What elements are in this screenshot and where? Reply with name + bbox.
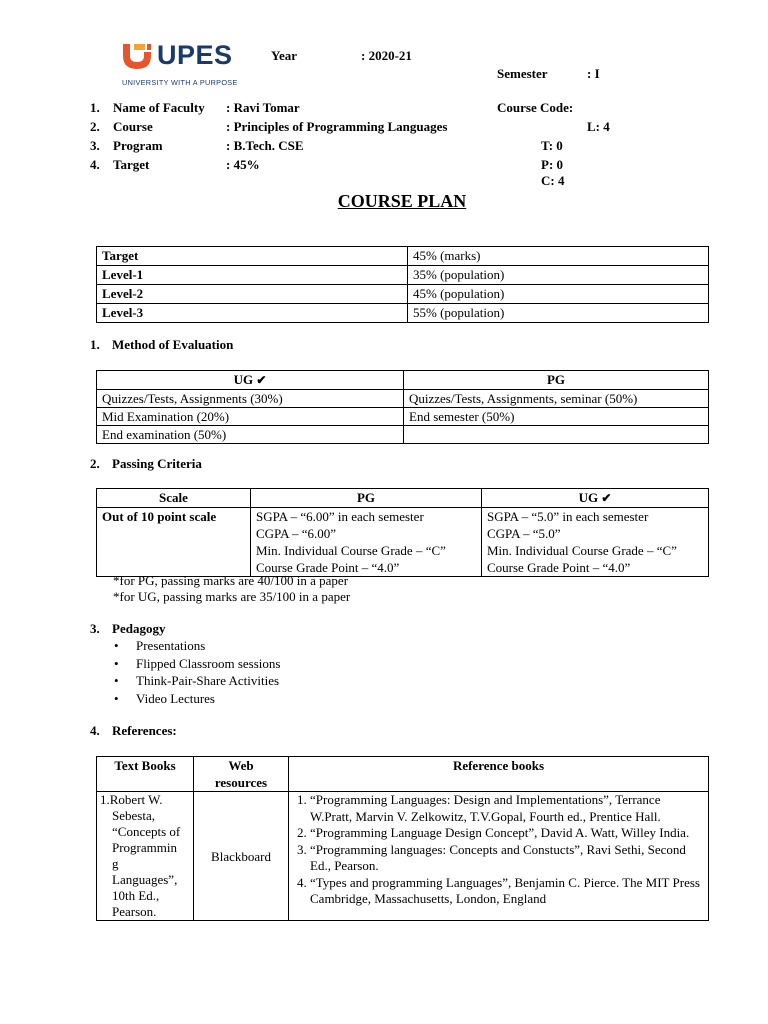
- table-row: [97, 390, 709, 408]
- info-label: Target: [113, 157, 150, 172]
- reference-books-header: Reference books: [289, 757, 709, 792]
- info-num: 4.: [90, 157, 100, 172]
- section-title: References:: [112, 723, 177, 738]
- list-item: 4. “Types and programming Languages”, Benjamin C. Pierce. The MIT Press Cambridge, Massachusetts, London, England: [310, 875, 703, 908]
- pg-header: PG: [404, 371, 709, 390]
- logo-wordmark: UPES: [157, 40, 233, 70]
- criteria-line: Min. Individual Course Grade – “C”: [487, 543, 677, 558]
- ug-header: UG ✔: [97, 371, 404, 390]
- info-value: : Ravi Tomar: [226, 100, 300, 115]
- section-number: 4.: [90, 723, 100, 738]
- info-label: Course: [113, 119, 153, 134]
- semester-value: : I: [587, 66, 600, 81]
- section-number: 1.: [90, 337, 100, 352]
- checkmark-icon: ✔: [256, 373, 267, 387]
- reference-books-cell: [289, 792, 709, 921]
- target-label: Target: [97, 247, 408, 266]
- pg-cell: End semester (50%): [404, 408, 709, 426]
- criteria-line: SGPA – “5.0” in each semester: [487, 509, 649, 524]
- passing-criteria-table: [96, 488, 709, 577]
- target-value: 35% (population): [408, 266, 709, 285]
- passing-note: *for UG, passing marks are 35/100 in a paper: [113, 589, 351, 604]
- web-resource-cell: Blackboard: [194, 792, 289, 921]
- section-heading-passing: [90, 456, 202, 472]
- criteria-line: Min. Individual Course Grade – “C”: [256, 543, 446, 558]
- info-num: 2.: [90, 119, 100, 134]
- target-label: Level-2: [97, 285, 408, 304]
- ug-cell: Mid Examination (20%): [97, 408, 404, 426]
- semester-label: Semester: [497, 66, 548, 81]
- section-heading-evaluation: [90, 337, 233, 353]
- list-item: • Flipped Classroom sessions: [114, 655, 280, 673]
- evaluation-table: [96, 370, 709, 444]
- info-value: : B.Tech. CSE: [226, 138, 304, 153]
- credit-c: C: 4: [541, 173, 565, 188]
- credit-t: T: 0: [541, 138, 563, 153]
- table-row: [97, 266, 709, 285]
- references-table: [96, 756, 709, 921]
- target-value: 55% (population): [408, 304, 709, 323]
- table-header-row: [97, 489, 709, 508]
- target-label: Level-3: [97, 304, 408, 323]
- credit-l: L: 4: [587, 119, 610, 134]
- text-books-header: Text Books: [97, 757, 194, 792]
- text-book-cell: 1.Robert W. Sebesta, “Concepts of Programmin g Languages”, 10th Ed., Pearson.: [97, 792, 194, 921]
- section-title: Pedagogy: [112, 621, 166, 636]
- checkmark-icon: ✔: [601, 491, 612, 505]
- upes-logo: [121, 40, 241, 90]
- ug-criteria-cell: [482, 508, 709, 577]
- logo-tagline: UNIVERSITY WITH A PURPOSE: [122, 78, 238, 87]
- year-label: Year: [271, 48, 297, 63]
- ug-header: UG ✔: [482, 489, 709, 508]
- list-item: • Video Lectures: [114, 690, 280, 708]
- info-num: 3.: [90, 138, 100, 153]
- reference-list: [294, 792, 703, 908]
- table-row: [97, 792, 709, 921]
- table-row: [97, 285, 709, 304]
- criteria-line: Course Grade Point – “4.0”: [487, 560, 631, 575]
- scale-cell: Out of 10 point scale: [97, 508, 251, 577]
- list-item: • Presentations: [114, 637, 280, 655]
- section-title: Passing Criteria: [112, 456, 202, 471]
- target-value: 45% (marks): [408, 247, 709, 266]
- criteria-line: CGPA – “5.0”: [487, 526, 561, 541]
- target-label: Level-1: [97, 266, 408, 285]
- table-row: [97, 508, 709, 577]
- pg-cell: [404, 426, 709, 444]
- credit-p: P: 0: [541, 157, 564, 172]
- section-heading-references: [90, 723, 177, 739]
- list-item: 3. “Programming languages: Concepts and Constucts”, Ravi Sethi, Second Ed., Pearson.: [310, 842, 703, 875]
- list-item: • Think-Pair-Share Activities: [114, 672, 280, 690]
- ug-cell: Quizzes/Tests, Assignments (30%): [97, 390, 404, 408]
- page-title: COURSE PLAN: [337, 191, 467, 211]
- pedagogy-list: [114, 637, 280, 707]
- table-row: [97, 247, 709, 266]
- criteria-line: CGPA – “6.00”: [256, 526, 337, 541]
- section-title: Method of Evaluation: [112, 337, 234, 352]
- pg-criteria-cell: [251, 508, 482, 577]
- criteria-line: SGPA – “6.00” in each semester: [256, 509, 424, 524]
- table-header-row: [97, 371, 709, 390]
- info-label: Name of Faculty: [113, 100, 205, 115]
- info-value: : Principles of Programming Languages: [226, 119, 448, 134]
- table-header-row: [97, 757, 709, 792]
- list-item: 2. “Programming Language Design Concept”, David A. Watt, Willey India.: [310, 825, 703, 842]
- target-value: 45% (population): [408, 285, 709, 304]
- pg-cell: Quizzes/Tests, Assignments, seminar (50%): [404, 390, 709, 408]
- info-label: Program: [113, 138, 163, 153]
- pg-header: PG: [251, 489, 482, 508]
- section-number: 2.: [90, 456, 100, 471]
- scale-header: Scale: [97, 489, 251, 508]
- ug-cell: End examination (50%): [97, 426, 404, 444]
- course-code-label: Course Code:: [497, 100, 574, 115]
- web-resources-header: Web resources: [194, 757, 289, 792]
- table-row: [97, 408, 709, 426]
- upes-logo-mark-icon: [121, 42, 153, 70]
- info-num: 1.: [90, 100, 100, 115]
- passing-note: *for PG, passing marks are 40/100 in a paper: [113, 573, 349, 588]
- section-heading-pedagogy: [90, 621, 165, 637]
- list-item: 1. “Programming Languages: Design and Implementations”, Terrance W.Pratt, Marvin V. Zelkowitz, T.V.Gopal, Fourth ed., Prentice Hall.: [310, 792, 703, 825]
- table-row: [97, 426, 709, 444]
- section-number: 3.: [90, 621, 100, 636]
- year-value: : 2020-21: [361, 48, 412, 63]
- target-table: [96, 246, 709, 323]
- criteria-line: Course Grade Point – “4.0”: [256, 560, 400, 575]
- info-value: : 45%: [226, 157, 260, 172]
- table-row: [97, 304, 709, 323]
